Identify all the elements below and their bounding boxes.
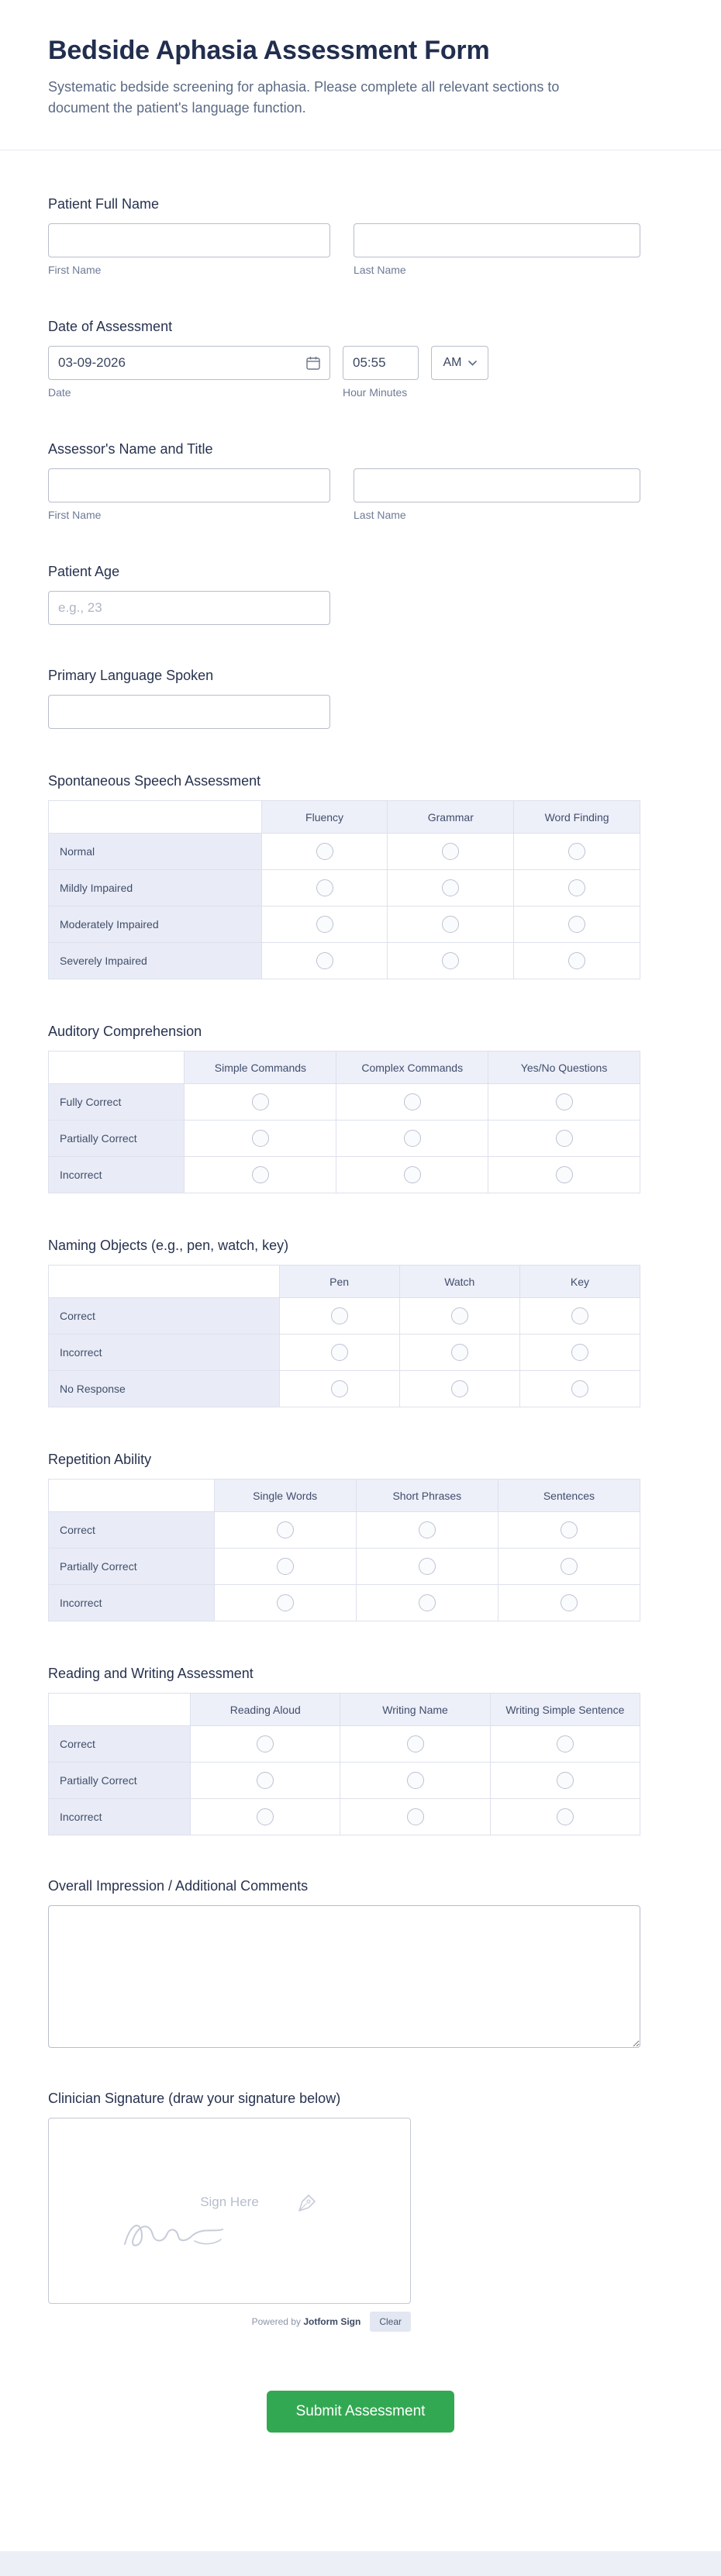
calendar-icon[interactable] [305, 355, 321, 375]
matrix-row [49, 1298, 640, 1335]
matrix-radio-cell[interactable] [514, 834, 640, 870]
matrix-row-label: Correct [49, 1512, 215, 1549]
matrix-radio-cell[interactable] [399, 1371, 519, 1407]
sublabel-date: Date [48, 386, 71, 399]
matrix-col-header: Yes/No Questions [488, 1051, 640, 1084]
matrix-row [49, 870, 640, 906]
matrix-radio[interactable] [568, 952, 585, 969]
matrix-radio[interactable] [442, 843, 459, 860]
matrix-row [49, 1763, 640, 1799]
matrix-row-label: No Response [49, 1371, 280, 1407]
matrix-section [48, 1451, 640, 1621]
matrix-radio-cell[interactable] [388, 943, 514, 979]
matrix-radio[interactable] [277, 1558, 294, 1575]
field-label: Patient Full Name [48, 196, 160, 212]
matrix-radio-cell[interactable] [356, 1585, 498, 1621]
matrix-row-label: Incorrect [49, 1799, 191, 1835]
field-signature [48, 2090, 640, 2332]
matrix-radio-cell[interactable] [488, 1084, 640, 1121]
form-header [0, 0, 721, 119]
date-input[interactable] [48, 346, 330, 380]
matrix-radio-cell[interactable] [356, 1512, 498, 1549]
matrix-radio-cell[interactable] [388, 906, 514, 943]
matrix-radio-cell[interactable] [191, 1763, 340, 1799]
matrix-radio[interactable] [557, 1772, 574, 1789]
matrix-radio-cell[interactable] [279, 1298, 399, 1335]
matrix-radio[interactable] [561, 1594, 578, 1611]
matrix-radio[interactable] [404, 1166, 421, 1183]
primary-language-input[interactable] [48, 695, 330, 729]
matrix-radio-cell[interactable] [490, 1726, 640, 1763]
matrix-radio-cell[interactable] [279, 1335, 399, 1371]
matrix-radio[interactable] [556, 1130, 573, 1147]
form-title: Bedside Aphasia Assessment Form [48, 36, 490, 65]
matrix-radio[interactable] [257, 1808, 274, 1825]
patient-first-name-input[interactable] [48, 223, 330, 257]
matrix-radio-cell[interactable] [261, 870, 388, 906]
sublabel-last-name: Last Name [354, 509, 406, 521]
matrix-title: Repetition Ability [48, 1452, 152, 1467]
matrix-row-label: Severely Impaired [49, 943, 262, 979]
field-label: Assessor's Name and Title [48, 441, 213, 457]
matrix-title: Spontaneous Speech Assessment [48, 773, 261, 789]
submit-row [0, 2391, 721, 2433]
matrix-row-label: Partially Correct [49, 1549, 215, 1585]
matrix-radio-cell[interactable] [214, 1549, 356, 1585]
date-input-wrap [48, 346, 330, 380]
sublabel-first-name: First Name [48, 264, 102, 276]
pen-nib-icon [295, 2191, 319, 2215]
matrix-radio[interactable] [257, 1735, 274, 1752]
matrix-radio[interactable] [404, 1130, 421, 1147]
matrix-radio-cell[interactable] [514, 870, 640, 906]
matrix-row-label: Incorrect [49, 1335, 280, 1371]
matrix-radio[interactable] [561, 1558, 578, 1575]
matrix-section [48, 1023, 640, 1193]
matrix-row [49, 834, 640, 870]
matrix-radio-cell[interactable] [490, 1763, 640, 1799]
matrix-corner-cell [49, 1051, 185, 1084]
matrix-radio[interactable] [571, 1307, 588, 1324]
matrix-radio[interactable] [257, 1772, 274, 1789]
field-label: Overall Impression / Additional Comments [48, 1878, 309, 1894]
matrix-radio[interactable] [407, 1735, 424, 1752]
matrix-radio[interactable] [442, 916, 459, 933]
matrix-radio-cell[interactable] [340, 1799, 490, 1835]
matrix-table [48, 1051, 640, 1193]
form-subtitle: Systematic bedside screening for aphasia. Please complete all relevant sections to document the patient's language function. [48, 79, 560, 116]
matrix-row-label: Moderately Impaired [49, 906, 262, 943]
matrix-row [49, 1084, 640, 1121]
field-comments [48, 1877, 640, 2048]
matrix-radio[interactable] [316, 952, 333, 969]
matrix-radio[interactable] [451, 1307, 468, 1324]
matrix-section [48, 772, 640, 979]
matrix-section [48, 1665, 640, 1835]
matrix-radio[interactable] [316, 843, 333, 860]
matrix-radio[interactable] [451, 1344, 468, 1361]
matrix-radio[interactable] [316, 879, 333, 896]
matrix-radio-cell[interactable] [388, 870, 514, 906]
field-label: Patient Age [48, 564, 120, 579]
matrix-title: Reading and Writing Assessment [48, 1666, 254, 1681]
matrix-radio-cell[interactable] [279, 1371, 399, 1407]
matrix-radio-cell[interactable] [356, 1549, 498, 1585]
matrix-radio-cell[interactable] [185, 1121, 336, 1157]
matrix-radio-cell[interactable] [340, 1763, 490, 1799]
matrix-row-label: Partially Correct [49, 1121, 185, 1157]
matrix-radio[interactable] [442, 952, 459, 969]
matrix-radio-cell[interactable] [185, 1084, 336, 1121]
powered-by-text: Powered by Jotform Sign [251, 2316, 361, 2327]
matrix-table [48, 1693, 640, 1835]
signature-footer [48, 2312, 411, 2332]
matrix-col-header: Word Finding [514, 801, 640, 834]
matrix-radio-cell[interactable] [514, 906, 640, 943]
matrix-radio-cell[interactable] [336, 1084, 488, 1121]
matrix-col-header: Reading Aloud [191, 1694, 340, 1726]
matrix-radio-cell[interactable] [261, 906, 388, 943]
matrix-radio[interactable] [419, 1521, 436, 1538]
matrix-row-label: Incorrect [49, 1157, 185, 1193]
matrix-table [48, 1479, 640, 1621]
matrix-radio[interactable] [442, 879, 459, 896]
form-content [0, 150, 721, 2332]
matrix-radio-cell[interactable] [514, 943, 640, 979]
matrix-corner-cell [49, 1266, 280, 1298]
matrix-radio[interactable] [419, 1594, 436, 1611]
patient-last-name-input[interactable] [354, 223, 640, 257]
field-label: Primary Language Spoken [48, 668, 214, 683]
matrix-col-header: Grammar [388, 801, 514, 834]
matrix-row [49, 1549, 640, 1585]
matrix-radio-cell[interactable] [399, 1335, 519, 1371]
matrix-row [49, 1799, 640, 1835]
jotform-sign-brand: Jotform Sign [303, 2316, 361, 2327]
matrix-radio[interactable] [407, 1808, 424, 1825]
matrix-radio[interactable] [557, 1808, 574, 1825]
matrix-row [49, 1512, 640, 1549]
matrix-radio-cell[interactable] [261, 834, 388, 870]
matrix-radio-cell[interactable] [336, 1121, 488, 1157]
patient-age-input[interactable] [48, 591, 330, 625]
matrix-radio-cell[interactable] [519, 1335, 640, 1371]
comments-textarea[interactable] [48, 1905, 640, 2048]
matrix-radio-cell[interactable] [490, 1799, 640, 1835]
matrix-col-header: Simple Commands [185, 1051, 336, 1084]
matrix-radio[interactable] [331, 1344, 348, 1361]
matrix-col-header: Writing Simple Sentence [490, 1694, 640, 1726]
matrix-radio[interactable] [568, 916, 585, 933]
matrix-radio-cell[interactable] [519, 1298, 640, 1335]
signature-hint: Sign Here [200, 2194, 259, 2209]
chevron-down-icon [468, 361, 477, 366]
signature-pad[interactable] [48, 2118, 411, 2304]
matrix-radio-cell[interactable] [214, 1585, 356, 1621]
matrix-radio[interactable] [252, 1130, 269, 1147]
matrix-corner-cell [49, 1480, 215, 1512]
matrix-row [49, 1121, 640, 1157]
matrix-radio-cell[interactable] [488, 1157, 640, 1193]
field-label: Date of Assessment [48, 319, 173, 334]
matrix-radio-cell[interactable] [498, 1585, 640, 1621]
ampm-value: AM [443, 356, 462, 369]
matrix-radio[interactable] [557, 1735, 574, 1752]
matrix-radio-cell[interactable] [191, 1726, 340, 1763]
matrix-radio[interactable] [316, 916, 333, 933]
matrix-radio[interactable] [556, 1166, 573, 1183]
matrix-row-label: Correct [49, 1726, 191, 1763]
matrix-row [49, 1371, 640, 1407]
matrix-title: Auditory Comprehension [48, 1024, 202, 1039]
page-background-strip [0, 2551, 721, 2576]
assessor-last-name-input[interactable] [354, 468, 640, 502]
matrix-radio[interactable] [331, 1380, 348, 1397]
matrix-col-header: Complex Commands [336, 1051, 488, 1084]
matrix-col-header: Writing Name [340, 1694, 490, 1726]
matrix-row [49, 1726, 640, 1763]
matrix-radio-cell[interactable] [214, 1512, 356, 1549]
signature-squiggle-icon [120, 2212, 283, 2258]
matrix-radio-cell[interactable] [498, 1512, 640, 1549]
matrix-radio-cell[interactable] [340, 1726, 490, 1763]
time-input[interactable] [343, 346, 419, 380]
matrix-row-label: Normal [49, 834, 262, 870]
matrix-radio[interactable] [568, 879, 585, 896]
field-patient-age [48, 563, 640, 625]
matrix-radio[interactable] [568, 843, 585, 860]
field-label: Clinician Signature (draw your signature below) [48, 2091, 341, 2106]
sublabel-last-name: Last Name [354, 264, 406, 276]
matrix-radio[interactable] [277, 1521, 294, 1538]
matrix-col-header: Single Words [214, 1480, 356, 1512]
matrix-radio-cell[interactable] [261, 943, 388, 979]
matrix-radio[interactable] [331, 1307, 348, 1324]
assessor-first-name-input[interactable] [48, 468, 330, 502]
matrix-row-label: Correct [49, 1298, 280, 1335]
matrix-corner-cell [49, 1694, 191, 1726]
field-primary-language [48, 667, 640, 729]
field-assessment-date [48, 318, 640, 399]
matrix-radio[interactable] [252, 1166, 269, 1183]
matrix-col-header: Short Phrases [356, 1480, 498, 1512]
matrix-row [49, 1585, 640, 1621]
field-patient-name [48, 195, 640, 276]
matrix-row [49, 1335, 640, 1371]
matrix-table [48, 800, 640, 979]
matrix-radio-cell[interactable] [519, 1371, 640, 1407]
matrix-radio[interactable] [404, 1093, 421, 1110]
sublabel-hour-minutes: Hour Minutes [343, 386, 408, 399]
matrix-radio[interactable] [252, 1093, 269, 1110]
matrix-row-label: Partially Correct [49, 1763, 191, 1799]
submit-button[interactable]: Submit Assessment [267, 2391, 454, 2433]
matrix-radio-cell[interactable] [399, 1298, 519, 1335]
matrix-col-header: Pen [279, 1266, 399, 1298]
matrix-row [49, 1157, 640, 1193]
matrix-row-label: Mildly Impaired [49, 870, 262, 906]
matrix-col-header: Key [519, 1266, 640, 1298]
matrix-radio-cell[interactable] [498, 1549, 640, 1585]
matrix-radio[interactable] [561, 1521, 578, 1538]
matrix-row-label: Fully Correct [49, 1084, 185, 1121]
matrix-radio-cell[interactable] [488, 1121, 640, 1157]
matrix-col-header: Fluency [261, 801, 388, 834]
matrix-section [48, 1237, 640, 1407]
matrix-radio[interactable] [419, 1558, 436, 1575]
matrix-radio[interactable] [407, 1772, 424, 1789]
sublabel-first-name: First Name [48, 509, 102, 521]
matrix-col-header: Watch [399, 1266, 519, 1298]
matrix-radio[interactable] [571, 1380, 588, 1397]
matrix-tables-container [48, 772, 640, 1835]
matrix-row [49, 906, 640, 943]
field-assessor-name [48, 440, 640, 521]
clear-signature-button[interactable]: Clear [370, 2312, 411, 2332]
matrix-radio-cell[interactable] [185, 1157, 336, 1193]
matrix-title: Naming Objects (e.g., pen, watch, key) [48, 1238, 289, 1253]
matrix-col-header: Sentences [498, 1480, 640, 1512]
matrix-row-label: Incorrect [49, 1585, 215, 1621]
matrix-radio-cell[interactable] [388, 834, 514, 870]
matrix-radio[interactable] [571, 1344, 588, 1361]
matrix-radio-cell[interactable] [336, 1157, 488, 1193]
ampm-select[interactable] [431, 346, 488, 380]
matrix-row [49, 943, 640, 979]
matrix-corner-cell [49, 801, 262, 834]
matrix-radio[interactable] [556, 1093, 573, 1110]
matrix-radio[interactable] [277, 1594, 294, 1611]
matrix-radio[interactable] [451, 1380, 468, 1397]
matrix-radio-cell[interactable] [191, 1799, 340, 1835]
matrix-table [48, 1265, 640, 1407]
